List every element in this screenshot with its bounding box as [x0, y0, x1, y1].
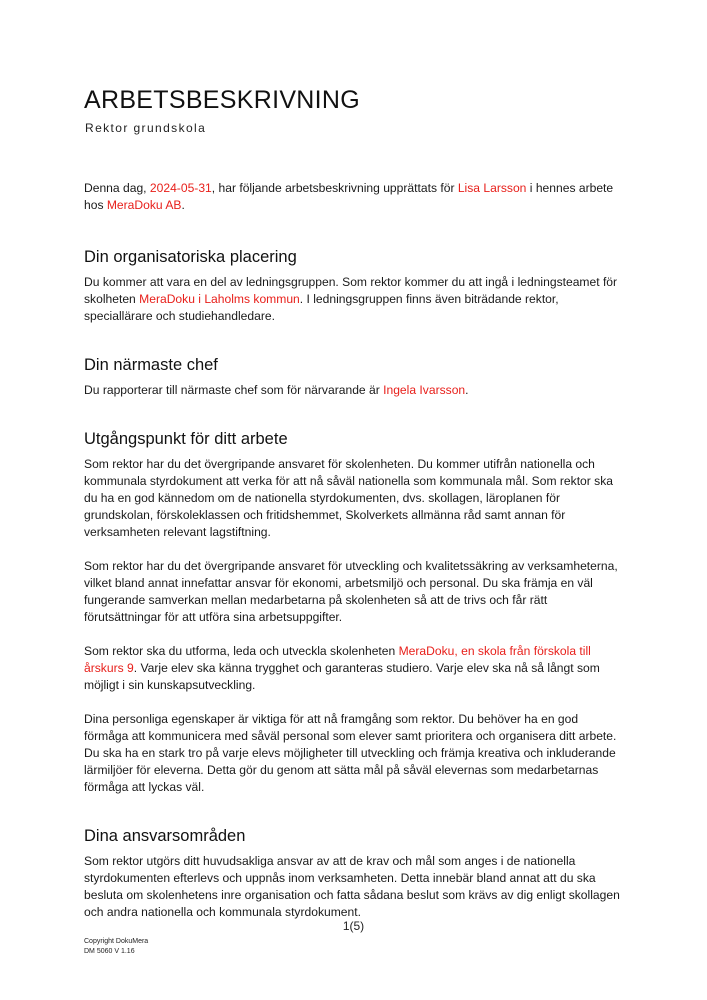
footer: [84, 937, 148, 957]
document-body: [84, 180, 624, 950]
intro-text: , har följande arbetsbeskrivning upprättats för: [211, 181, 458, 195]
paragraph-text: . I ledningsgruppen finns även biträdande rektor, speciallärare och studiehandledare.: [84, 292, 559, 323]
document-subtitle: Rektor grundskola: [85, 121, 207, 135]
copyright-text: Copyright DokuMera: [84, 938, 149, 945]
section-heading: Din närmaste chef: [84, 356, 218, 374]
section-starting-point: [84, 428, 624, 796]
school-unit-name: MeraDoku i Laholms kommun: [139, 292, 300, 306]
document-title: ARBETSBESKRIVNING: [84, 86, 360, 114]
paragraph-text: . Varje elev ska känna trygghet och garanteras studiero. Varje elev ska nå så långt som möjligt i sin kunskapsutveckling.: [84, 661, 600, 692]
section-paragraph: [84, 274, 624, 325]
section-paragraph: Dina personliga egenskaper är viktiga för att nå framgång som rektor. Du behöver ha en god förmåga att kommunicera med såväl personal som elever samt prioritera och organisera ditt arbete. Du ska ha en stark tro på varje elevs möjligheter till utveckling och främja kreativa och inkluderande lärmiljöer för eleverna. Detta gör du genom att sätta mål på såväl elevernas som medarbetarnas förmåga att lyckas väl.: [84, 712, 617, 794]
section-paragraph: [84, 643, 624, 694]
section-paragraph: Som rektor har du det övergripande ansvaret för utveckling och kvalitetssäkring av verksamheterna, vilket bland annat innefattar ansvar för ekonomi, arbetsmiljö och personal. Du ska främja en väl fungerande samverkan mellan medarbetarna på skolenheten så att de trivs och får rätt förutsättningar för att utföra sina arbetsuppgifter.: [84, 559, 618, 624]
intro-text: .: [181, 198, 185, 212]
section-paragraph: [84, 382, 624, 399]
page-number: 1(5): [342, 919, 365, 933]
paragraph-text: Du kommer att vara en del av ledningsgruppen. Som rektor kommer du att ingå i ledningsteamet för skolheten: [84, 275, 618, 306]
school-description: MeraDoku, en skola från förskola till årskurs 9: [84, 644, 591, 675]
section-manager: [84, 354, 624, 399]
paragraph-text: Som rektor ska du utforma, leda och utveckla skolenheten: [84, 644, 399, 658]
paragraph-text: .: [465, 383, 469, 397]
intro-company-name: MeraDoku AB: [106, 198, 182, 212]
document-id: DM 5060 V 1.16: [84, 948, 135, 955]
section-heading: Utgångspunkt för ditt arbete: [84, 430, 288, 448]
intro-date: 2024-05-31: [149, 181, 212, 195]
intro-person-name: Lisa Larsson: [457, 181, 527, 195]
manager-name: Ingela Ivarsson: [383, 383, 466, 397]
section-heading: Dina ansvarsområden: [84, 827, 246, 845]
intro-text: Denna dag,: [84, 181, 150, 195]
section-heading: Din organisatoriska placering: [84, 248, 297, 266]
intro-paragraph: [84, 180, 624, 214]
section-paragraph: Som rektor har du det övergripande ansvaret för skolenheten. Du kommer utifrån nationella och kommunala styrdokument att verka för att nå såväl nationella som kommunala mål. Som rektor ska du ha en god kännedom om de nationella styrdokumenten, dvs. skollagen, läroplanen för grundskolan, förskoleklassen och fritidshemmet, Skolverkets allmänna råd samt annan för verksamheten relevant lagstiftning.: [84, 457, 613, 539]
section-paragraph: Som rektor utgörs ditt huvudsakliga ansvar av att de krav och mål som anges i de nationella styrdokumenten efterlevs och uppnås inom verksamheten. Detta innebär bland annat att du ska besluta om skolenhetens inre organisation och fatta sådana beslut som krävs av dig enligt skollagen och andra nationella och kommunala styrdokument.: [84, 854, 620, 919]
intro-text: i hennes arbete hos: [84, 181, 614, 212]
section-placement: [84, 246, 624, 325]
section-responsibilities: [84, 825, 624, 921]
paragraph-text: Du rapporterar till närmaste chef som för närvarande är: [84, 383, 384, 397]
